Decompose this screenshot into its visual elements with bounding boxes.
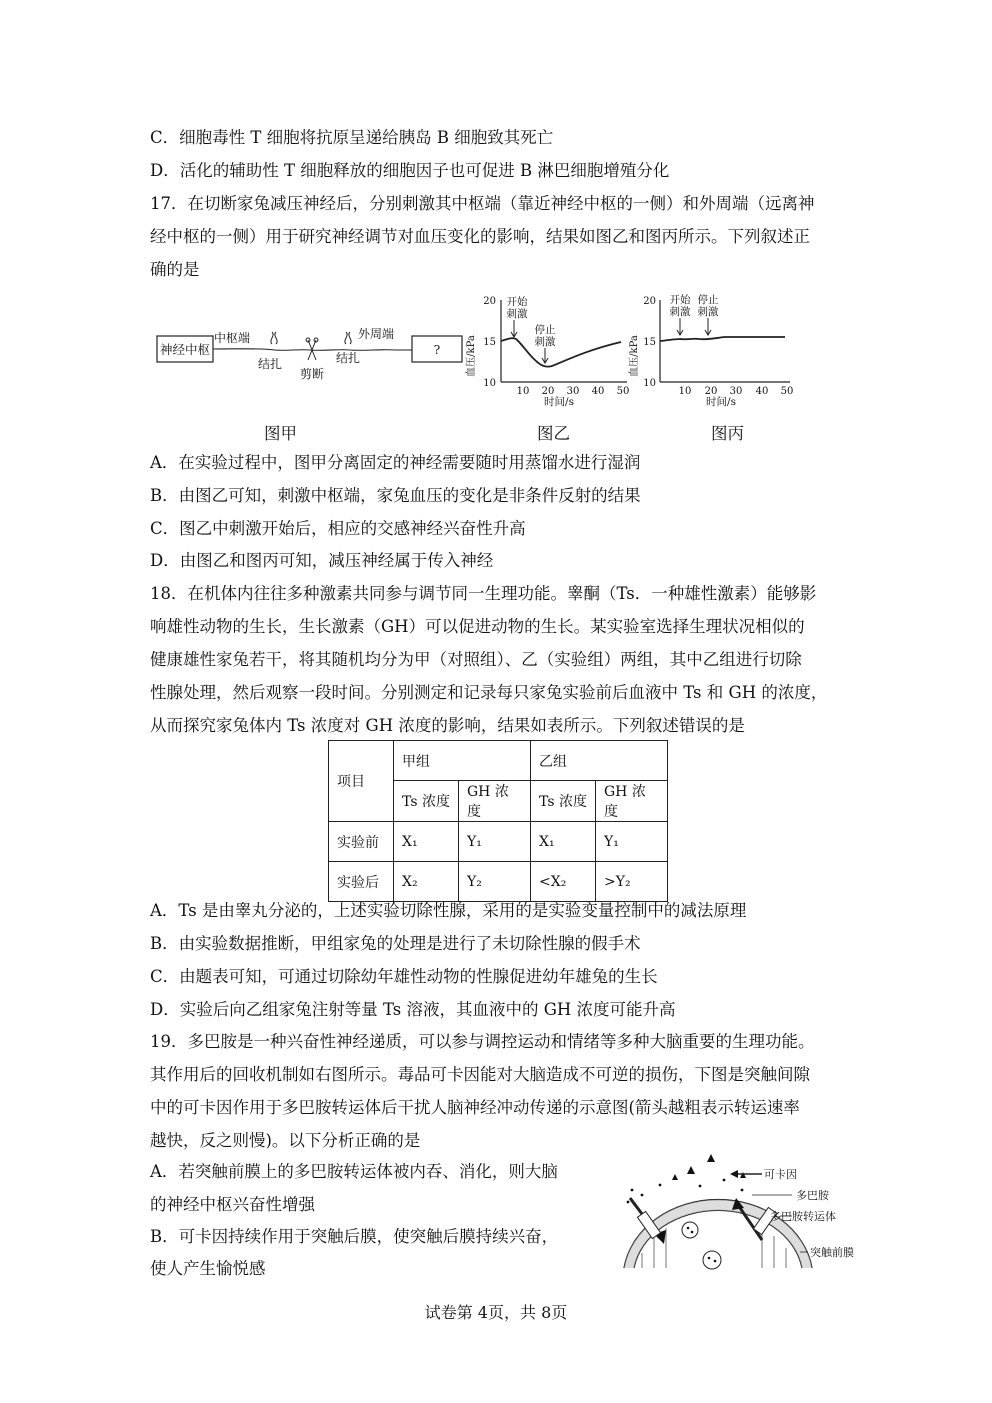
- synapse-label-transporter: 多巴胺转运体: [770, 1210, 836, 1223]
- q19-option-b-line-1: B．可卡因持续作用于突触后膜，使突触后膜持续兴奋，: [150, 1227, 559, 1246]
- table-header-item: 项目: [329, 741, 394, 822]
- table-header-group-jia: 甲组: [394, 741, 531, 781]
- fig-jia-ligate-2: 结扎: [335, 351, 361, 365]
- q19-option-b-line-2: 使人产生愉悦感: [150, 1259, 266, 1278]
- fig-bing-xtick-40: 40: [755, 386, 769, 397]
- fig-jia-central-end: 中枢端: [213, 331, 251, 345]
- synapse-label-dopamine: 多巴胺: [796, 1189, 829, 1202]
- table-col-ts-yi: Ts 浓度: [531, 781, 596, 822]
- fig-bing-xtick-20: 20: [704, 386, 718, 397]
- fig-yi-ytick-15: 15: [483, 337, 496, 348]
- fig-yi-xtick-50: 50: [616, 386, 630, 397]
- table-cell: X₁: [531, 822, 596, 862]
- fig-yi-stop-1: 停止: [534, 324, 556, 336]
- q18-stem-line-1: 18．在机体内往往多种激素共同参与调节同一生理功能。睾酮（Ts．一种雄性激素）能够影: [150, 584, 817, 603]
- synapse-cocaine-diagram: [612, 1150, 862, 1275]
- fig-bing-start-1: 开始: [669, 294, 691, 306]
- fig-bing-stop-2: 刺激: [697, 306, 719, 318]
- table-cell: Y₁: [596, 822, 668, 862]
- fig-bing-xtick-10: 10: [678, 386, 692, 397]
- table-row-label: 实验后: [329, 862, 394, 902]
- q17-stem-line-1: 17．在切断家兔减压神经后，分别刺激其中枢端（靠近神经中枢的一侧）和外周端（远离神: [150, 194, 815, 213]
- q19-stem-line-4: 越快，反之则慢)。以下分析正确的是: [150, 1131, 421, 1150]
- fig-yi-xtick-40: 40: [591, 386, 605, 397]
- q18-stem-line-5: 从而探究家兔体内 Ts 浓度对 GH 浓度的影响，结果如表所示。下列叙述错误的是: [150, 716, 745, 735]
- fig-jia-caption: 图甲: [264, 424, 297, 443]
- fig-jia-ligate-1: 结扎: [257, 357, 283, 371]
- table-cell: <X₂: [531, 862, 596, 902]
- fig-bing-start-2: 刺激: [669, 306, 691, 318]
- fig-bing-ytick-15: 15: [643, 337, 656, 348]
- synapse-label-cocaine: 可卡因: [764, 1168, 797, 1181]
- table-header-group-yi: 乙组: [531, 741, 668, 781]
- fig-jia-unknown: ?: [433, 343, 441, 357]
- table-cell: X₁: [394, 822, 459, 862]
- fig-bing-ytick-10: 10: [643, 378, 656, 389]
- table-row-label: 实验前: [329, 822, 394, 862]
- page-footer: 试卷第 4页，共 8页: [424, 1303, 568, 1322]
- q17-stem-line-2: 经中枢的一侧）用于研究神经调节对血压变化的影响，结果如图乙和图丙所示。下列叙述正: [150, 227, 810, 246]
- q18-option-d: D．实验后向乙组家兔注射等量 Ts 溶液，其血液中的 GH 浓度可能升高: [150, 1000, 676, 1019]
- fig-jia-peripheral-end: 外周端: [357, 327, 395, 341]
- fig-bing-ylabel: 血压/kPa: [629, 335, 640, 377]
- q19-stem-line-1: 19．多巴胺是一种兴奋性神经递质，可以参与调控运动和情绪等多种大脑重要的生理功能。: [150, 1032, 815, 1051]
- q17-stem-line-3: 确的是: [150, 260, 200, 279]
- fig-yi-ylabel: 血压/kPa: [466, 335, 477, 377]
- fig-yi-start-2: 刺激: [506, 308, 528, 320]
- fig-yi-start-1: 开始: [506, 296, 528, 308]
- fig-yi-xlabel: 时间/s: [544, 396, 574, 408]
- table-cell: X₂: [394, 862, 459, 902]
- synapse-label-presynaptic: 突触前膜: [810, 1246, 854, 1259]
- q18-option-a: A．Ts 是由睾丸分泌的，上述实验切除性腺，采用的是实验变量控制中的减法原理: [150, 901, 747, 920]
- fig-bing-ytick-20: 20: [643, 296, 656, 307]
- q17-option-d: D．由图乙和图丙可知，减压神经属于传入神经: [150, 551, 494, 570]
- figure-bing-blood-pressure-chart: [625, 292, 805, 410]
- table-col-gh-yi: GH 浓度: [596, 781, 668, 822]
- fig-yi-ytick-20: 20: [483, 296, 496, 307]
- table-col-gh-jia: GH 浓度: [459, 781, 531, 822]
- q19-option-a-line-1: A．若突触前膜上的多巴胺转运体被内吞、消化，则大脑: [150, 1162, 558, 1181]
- table-row: [329, 822, 668, 862]
- table-row: [329, 862, 668, 902]
- q18-option-c: C．由题表可知，可通过切除幼年雄性动物的性腺促进幼年雄兔的生长: [150, 967, 658, 986]
- fig-bing-xtick-30: 30: [729, 386, 743, 397]
- q17-option-a: A．在实验过程中，图甲分离固定的神经需要随时用蒸馏水进行湿润: [150, 453, 641, 472]
- q16-option-c: C．细胞毒性 T 细胞将抗原呈递给胰岛 B 细胞致其死亡: [150, 128, 554, 147]
- q18-stem-line-2: 响雄性动物的生长，生长激素（GH）可以促进动物的生长。某实验室选择生理状况相似的: [150, 617, 805, 636]
- q16-option-d: D．活化的辅助性 T 细胞释放的细胞因子也可促进 B 淋巴细胞增殖分化: [150, 161, 670, 180]
- fig-yi-stop-2: 刺激: [534, 336, 556, 348]
- q19-option-a-line-2: 的神经中枢兴奋性增强: [150, 1195, 315, 1214]
- fig-yi-xtick-10: 10: [516, 386, 530, 397]
- q19-stem-line-2: 其作用后的回收机制如右图所示。毒品可卡因能对大脑造成不可逆的损伤，下图是突触间隙: [150, 1065, 810, 1084]
- fig-jia-center-label: 神经中枢: [159, 342, 211, 357]
- table-cell: >Y₂: [596, 862, 668, 902]
- figure-yi-blood-pressure-chart: [462, 292, 642, 410]
- table-col-ts-jia: Ts 浓度: [394, 781, 459, 822]
- figure-jia-nerve-diagram: [150, 318, 470, 388]
- fig-jia-cut: 剪断: [299, 367, 325, 381]
- fig-yi-xtick-30: 30: [566, 386, 580, 397]
- q17-option-c: C．图乙中刺激开始后，相应的交感神经兴奋性升高: [150, 519, 526, 538]
- fig-yi-ytick-10: 10: [483, 378, 496, 389]
- q17-option-b: B．由图乙可知，刺激中枢端，家兔血压的变化是非条件反射的结果: [150, 486, 641, 505]
- fig-bing-xlabel: 时间/s: [706, 396, 736, 408]
- q18-stem-line-4: 性腺处理，然后观察一段时间。分别测定和记录每只家兔实验前后血液中 Ts 和 GH 的浓度，: [150, 683, 828, 702]
- fig-bing-xtick-50: 50: [780, 386, 794, 397]
- q18-data-table: [328, 740, 668, 902]
- q19-stem-line-3: 中的可卡因作用于多巴胺转运体后干扰人脑神经冲动传递的示意图(箭头越粗表示转运速率: [150, 1098, 800, 1117]
- table-cell: Y₂: [459, 862, 531, 902]
- fig-yi-caption: 图乙: [537, 424, 570, 443]
- fig-yi-xtick-20: 20: [541, 386, 555, 397]
- q18-stem-line-3: 健康雄性家兔若干，将其随机均分为甲（对照组）、乙（实验组）两组，其中乙组进行切除: [150, 650, 802, 669]
- table-cell: Y₁: [459, 822, 531, 862]
- fig-bing-caption: 图丙: [711, 424, 744, 443]
- q18-option-b: B．由实验数据推断，甲组家兔的处理是进行了未切除性腺的假手术: [150, 934, 641, 953]
- fig-bing-stop-1: 停止: [697, 294, 719, 306]
